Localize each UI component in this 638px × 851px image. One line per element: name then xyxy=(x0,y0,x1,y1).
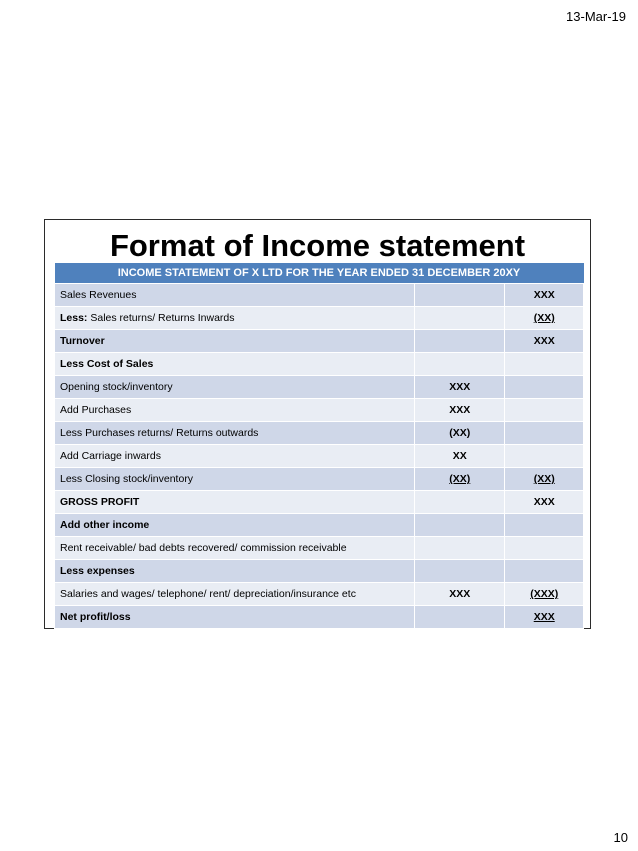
table-row xyxy=(55,537,584,560)
slide-date: 13-Mar-19 xyxy=(566,9,626,24)
row-subtotal-cell xyxy=(415,353,505,376)
row-subtotal-cell: XXX xyxy=(415,399,505,422)
table-row xyxy=(55,514,584,537)
row-label: Add Purchases xyxy=(60,404,132,416)
row-total-cell: (XXX) xyxy=(505,583,584,606)
row-subtotal-cell xyxy=(415,537,505,560)
row-subtotal-cell xyxy=(415,606,505,629)
row-subtotal-cell xyxy=(415,514,505,537)
row-bold-label: Add other income xyxy=(60,519,150,531)
row-label-cell xyxy=(55,307,415,330)
row-total-cell: XXX xyxy=(505,330,584,353)
row-bold-label: Less expenses xyxy=(60,565,135,577)
page-number: 10 xyxy=(613,830,628,845)
row-label-cell xyxy=(55,330,415,353)
row-bold-label: Less: xyxy=(60,312,88,324)
table-row xyxy=(55,583,584,606)
table-row xyxy=(55,376,584,399)
row-total-cell: XXX xyxy=(505,491,584,514)
table-row xyxy=(55,491,584,514)
row-bold-label: Net profit/loss xyxy=(60,611,131,623)
row-total-cell: (XX) xyxy=(505,307,584,330)
table-row xyxy=(55,307,584,330)
row-total-cell xyxy=(505,422,584,445)
row-label-cell xyxy=(55,422,415,445)
row-subtotal-cell: XXX xyxy=(415,376,505,399)
row-label-cell xyxy=(55,583,415,606)
income-statement-table xyxy=(54,263,584,629)
table-row xyxy=(55,560,584,583)
row-total-cell xyxy=(505,560,584,583)
table-row xyxy=(55,468,584,491)
row-label: Opening stock/inventory xyxy=(60,381,173,393)
row-label: Less Purchases returns/ Returns outwards xyxy=(60,427,259,439)
row-label-cell xyxy=(55,537,415,560)
row-total-cell xyxy=(505,537,584,560)
row-total-cell: XXX xyxy=(505,606,584,629)
row-subtotal-cell: (XX) xyxy=(415,468,505,491)
slide-frame xyxy=(44,219,591,629)
row-bold-label: Turnover xyxy=(60,335,105,347)
table-header-row xyxy=(55,263,584,284)
row-label-cell xyxy=(55,376,415,399)
row-total-cell: XXX xyxy=(505,284,584,307)
row-bold-label: Less Cost of Sales xyxy=(60,358,154,370)
table-row xyxy=(55,353,584,376)
row-total-cell xyxy=(505,399,584,422)
row-total-cell xyxy=(505,514,584,537)
row-total-cell xyxy=(505,376,584,399)
row-label-cell xyxy=(55,491,415,514)
row-total-cell: (XX) xyxy=(505,468,584,491)
row-label: Less Closing stock/inventory xyxy=(60,473,194,485)
row-label: Add Carriage inwards xyxy=(60,450,161,462)
table-row xyxy=(55,284,584,307)
row-label-cell xyxy=(55,514,415,537)
row-subtotal-cell: XX xyxy=(415,445,505,468)
row-subtotal-cell: XXX xyxy=(415,583,505,606)
row-subtotal-cell xyxy=(415,330,505,353)
table-body xyxy=(55,284,584,629)
row-label-cell xyxy=(55,560,415,583)
table-row xyxy=(55,606,584,629)
table-header: INCOME STATEMENT OF X LTD FOR THE YEAR ENDED 31 DECEMBER 20XY xyxy=(55,263,584,284)
row-subtotal-cell xyxy=(415,284,505,307)
row-total-cell xyxy=(505,353,584,376)
table-row xyxy=(55,445,584,468)
row-label-cell xyxy=(55,399,415,422)
row-label: Rent receivable/ bad debts recovered/ commission receivable xyxy=(60,542,347,554)
row-label-cell xyxy=(55,284,415,307)
row-label-cell xyxy=(55,606,415,629)
row-total-cell xyxy=(505,445,584,468)
row-label: Sales Revenues xyxy=(60,289,137,301)
row-subtotal-cell xyxy=(415,307,505,330)
row-label: Salaries and wages/ telephone/ rent/ depreciation/insurance etc xyxy=(60,588,356,600)
row-bold-label: GROSS PROFIT xyxy=(60,496,140,508)
row-subtotal-cell: (XX) xyxy=(415,422,505,445)
row-label-cell xyxy=(55,468,415,491)
table-row xyxy=(55,422,584,445)
row-label-cell xyxy=(55,353,415,376)
slide-title: Format of Income statement xyxy=(109,228,526,263)
row-subtotal-cell xyxy=(415,491,505,514)
row-label: Sales returns/ Returns Inwards xyxy=(87,312,235,324)
row-label-cell xyxy=(55,445,415,468)
table-row xyxy=(55,330,584,353)
table-row xyxy=(55,399,584,422)
row-subtotal-cell xyxy=(415,560,505,583)
